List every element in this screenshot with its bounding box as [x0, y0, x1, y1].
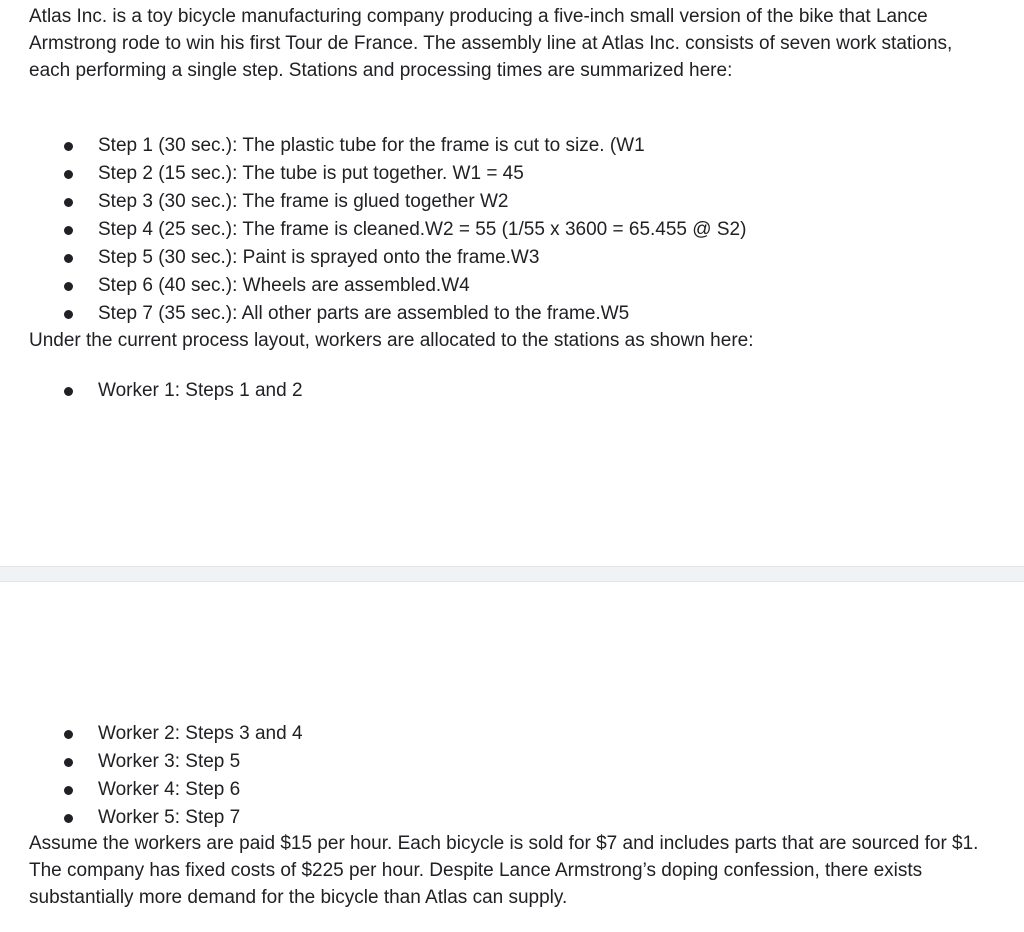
- list-item: Worker 3: Step 5: [0, 748, 1000, 776]
- list-item: Step 2 (15 sec.): The tube is put together. W1 = 45: [0, 160, 1000, 188]
- bullet-icon: [64, 387, 73, 396]
- list-item: Worker 5: Step 7: [0, 804, 1000, 832]
- list-item: Worker 1: Steps 1 and 2: [0, 377, 1000, 405]
- list-item: Step 7 (35 sec.): All other parts are assembled to the frame.W5: [0, 300, 1000, 328]
- bullet-icon: [64, 814, 73, 823]
- page-break-divider: [0, 566, 1024, 582]
- bullet-icon: [64, 226, 73, 235]
- list-item: Worker 4: Step 6: [0, 776, 1000, 804]
- intro-paragraph: Atlas Inc. is a toy bicycle manufacturing company producing a five-inch small version of the bike that Lance Armstrong rode to win his first Tour de France. The assembly line at Atlas Inc. consists of seven work stations, each performing a single step. Stations and processing times are summarized here:: [29, 6, 953, 81]
- bullet-icon: [64, 282, 73, 291]
- bullet-icon: [64, 758, 73, 767]
- steps-list: [0, 132, 1000, 328]
- list-item: Step 3 (30 sec.): The frame is glued together W2: [0, 188, 1000, 216]
- workers-list-page1: [0, 377, 1000, 405]
- bullet-icon: [64, 142, 73, 151]
- layout-intro-paragraph: Under the current process layout, workers are allocated to the stations as shown here:: [29, 330, 754, 351]
- bullet-icon: [64, 198, 73, 207]
- bullet-icon: [64, 254, 73, 263]
- bullet-icon: [64, 786, 73, 795]
- list-item: Step 4 (25 sec.): The frame is cleaned.W2 = 55 (1/55 x 3600 = 65.455 @ S2): [0, 216, 1000, 244]
- closing-paragraph: Assume the workers are paid $15 per hour. Each bicycle is sold for $7 and includes parts that are sourced for $1. The company has fixed costs of $225 per hour. Despite Lance Armstrong’s doping confession, there exists substantially more demand for the bicycle than Atlas can supply.: [29, 833, 979, 908]
- workers-list-page2: [0, 720, 1000, 832]
- bullet-icon: [64, 730, 73, 739]
- bullet-icon: [64, 310, 73, 319]
- list-item: Step 5 (30 sec.): Paint is sprayed onto the frame.W3: [0, 244, 1000, 272]
- list-item: Step 1 (30 sec.): The plastic tube for the frame is cut to size. (W1: [0, 132, 1000, 160]
- list-item: Worker 2: Steps 3 and 4: [0, 720, 1000, 748]
- document-page-bottom: [0, 582, 1024, 932]
- bullet-icon: [64, 170, 73, 179]
- list-item: Step 6 (40 sec.): Wheels are assembled.W4: [0, 272, 1000, 300]
